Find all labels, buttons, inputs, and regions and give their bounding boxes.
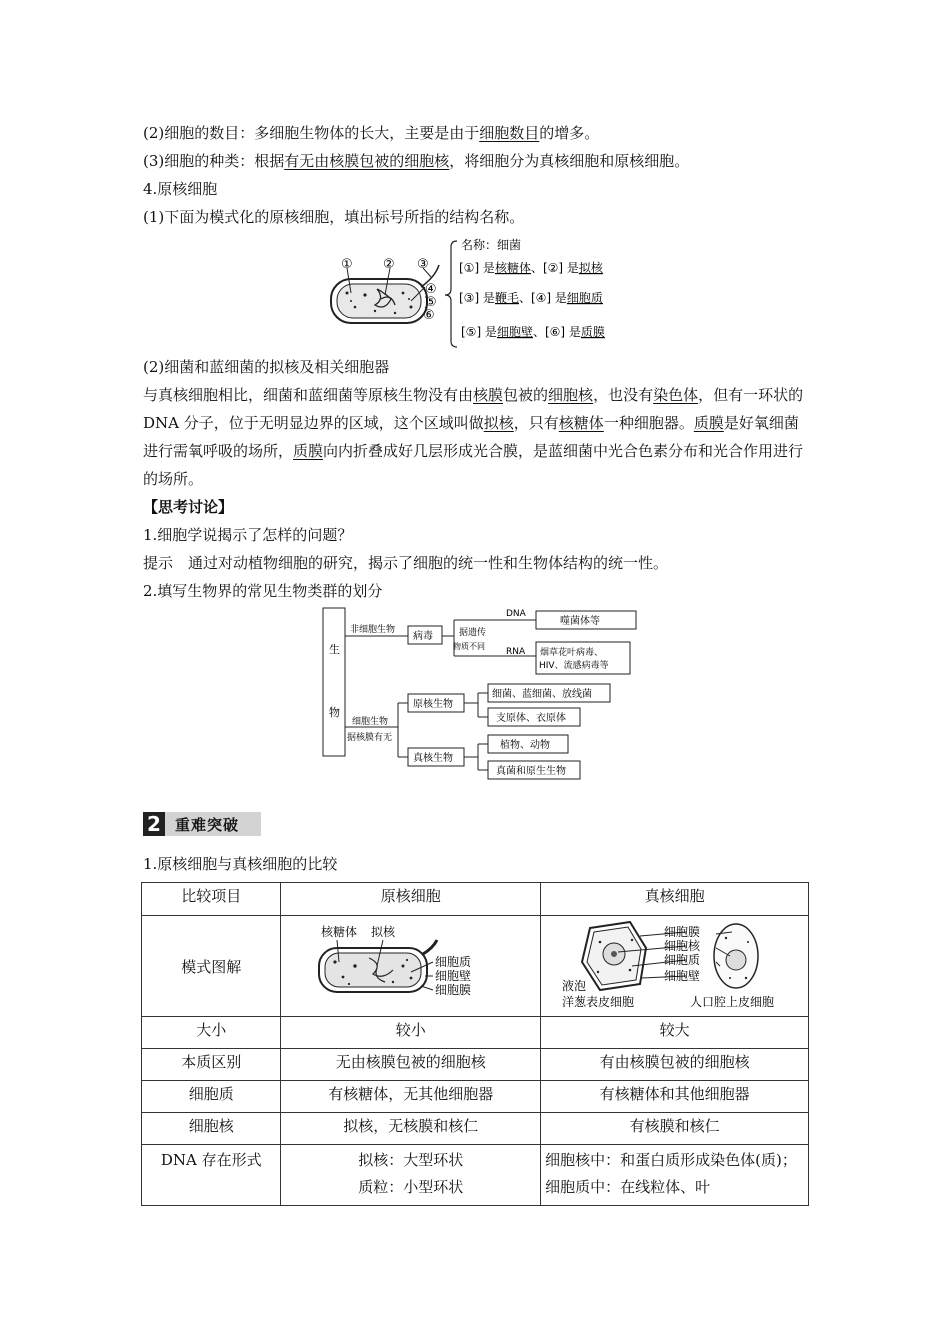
question-2: 2.填写生物界的常见生物类群的划分 (143, 582, 383, 600)
header-item: 比较项目 (142, 883, 281, 916)
root-char-2: 物 (329, 706, 340, 719)
figure-name: 名称：细菌 (461, 238, 522, 252)
euk-membrane-label: 细胞膜 (663, 925, 700, 939)
rna-virus-line-2: HIV、流感病毒等 (539, 661, 609, 671)
text: 的增多。 (539, 124, 600, 142)
paragraph-prokaryote-instruction: (1)下面为模式化的原核细胞，填出标号所指的结构名称。 (143, 208, 525, 226)
table-header-row (142, 883, 809, 916)
cell-eukaryote: 有核糖体和其他细胞器 (541, 1081, 809, 1113)
vacuole-label: 液泡 (561, 979, 586, 993)
eukaryote-diagram-cell (541, 916, 809, 1017)
table-row-diagram (142, 916, 809, 1017)
by-genetic-label-1: 据遗传 (459, 628, 487, 638)
question-1: 1.细胞学说揭示了怎样的问题？ (143, 526, 353, 544)
euk-nucleus-label: 细胞核 (663, 939, 700, 953)
euk-cytoplasm-label: 细胞质 (663, 953, 700, 967)
figure-line-3: [⑤] 是细胞壁、[⑥] 是质膜 (461, 325, 605, 339)
figure-line-2: [③] 是鞭毛、[④] 是细胞质 (459, 291, 603, 305)
row-label: 本质区别 (142, 1049, 281, 1081)
rna-label: RNA (506, 647, 526, 657)
prokaryote-group-1: 细菌、蓝细菌、放线菌 (492, 689, 592, 700)
cell-eukaryote: 细胞核中：和蛋白质形成染色体(质)；细胞质中：在线粒体、叶 (541, 1145, 809, 1206)
label-3: ③ (417, 257, 429, 272)
eukaryote-group-1: 植物、动物 (500, 740, 550, 751)
dna-pro-line-1: 拟核：大型环状 (358, 1151, 464, 1169)
ribosome-label: 核糖体 (320, 925, 357, 939)
text: ，将细胞分为真核细胞和原核细胞。 (449, 152, 690, 170)
bacteria-figure (325, 237, 625, 349)
section-number: 2 (143, 812, 165, 836)
table-row (142, 1113, 809, 1145)
cell-prokaryote (281, 1145, 541, 1206)
text: (2)细胞的数目：多细胞生物体的长大，主要是由于 (143, 124, 480, 142)
prokaryote-diagram-cell (281, 916, 541, 1017)
prokaryote-cell-figure (311, 922, 511, 1006)
cytoplasm-label: 细胞质 (434, 955, 471, 969)
paragraph-cell-types (143, 147, 813, 175)
cell-prokaryote: 拟核，无核膜和核仁 (281, 1113, 541, 1145)
cell-prokaryote: 无由核膜包被的细胞核 (281, 1049, 541, 1081)
dna-label: DNA (506, 609, 526, 619)
section-label: 重难突破 (175, 815, 240, 834)
paragraph-cell-number (143, 119, 813, 147)
table-title: 1.原核细胞与真核细胞的比较 (143, 855, 338, 873)
cell-eukaryote: 较大 (541, 1017, 809, 1049)
by-genetic-label-2: 物质不同 (453, 642, 485, 651)
virus-box: 病毒 (413, 631, 433, 642)
rna-virus-line-1: 烟草花叶病毒、 (540, 648, 604, 658)
table-row (142, 1017, 809, 1049)
label-6: ⑥ (423, 308, 435, 323)
section-heading (143, 812, 261, 836)
cell-membrane-label: 细胞膜 (434, 983, 471, 997)
row-label: 细胞核 (142, 1113, 281, 1145)
label-1: ① (341, 257, 353, 272)
figure-line-1: [①] 是核糖体、[②] 是拟核 (459, 261, 603, 275)
eukaryote-cell-figure (560, 918, 790, 1010)
label-2: ② (383, 257, 395, 272)
brace (445, 241, 457, 347)
row-label: 细胞质 (142, 1081, 281, 1113)
row-label: 大小 (142, 1017, 281, 1049)
classification-diagram (320, 604, 640, 784)
table-row (142, 1049, 809, 1081)
root-char-1: 生 (329, 643, 340, 656)
prokaryote-group-2: 支原体、衣原体 (496, 713, 566, 724)
cell-eukaryote: 有核膜和核仁 (541, 1113, 809, 1145)
cell-label: 细胞生物 (352, 717, 389, 727)
header-prokaryote: 原核细胞 (281, 883, 541, 916)
cell-eukaryote: 有由核膜包被的细胞核 (541, 1049, 809, 1081)
discussion-header: 【思考讨论】 (143, 498, 234, 516)
answer-1: 提示 通过对动植物细胞的研究，揭示了细胞的统一性和生物体结构的统一性。 (143, 554, 669, 572)
eukaryote-group-2: 真菌和原生生物 (496, 766, 566, 777)
paragraph-nucleoid: 与真核细胞相比，细菌和蓝细菌等原核生物没有由核膜包被的细胞核，也没有染色体，但有一环状的 DNA 分子，位于无明显边界的区域，这个区域叫做拟核，只有核糖体一种细胞器。质膜是好氧细菌进行需氧呼吸的场所，质膜向内折叠成好几层形成光合膜，是蓝细菌中光合色素分布和光合作用进行的场所。 (143, 386, 804, 488)
dna-pro-line-2: 质粒：小型环状 (358, 1178, 464, 1196)
mouth-cell-label: 人口腔上皮细胞 (689, 995, 774, 1009)
cell-wall-label: 细胞壁 (434, 969, 471, 983)
text: (3)细胞的种类：根据 (143, 152, 285, 170)
label-4: ④ (425, 282, 437, 297)
header-eukaryote: 真核细胞 (541, 883, 809, 916)
table-row-dna (142, 1145, 809, 1206)
underlined-answer: 有无由核膜包被的细胞核 (284, 152, 450, 170)
label-5: ⑤ (425, 295, 437, 310)
non-cell-label: 非细胞生物 (350, 625, 396, 635)
heading-nucleoid: (2)细菌和蓝细菌的拟核及相关细胞器 (143, 358, 390, 376)
comparison-table (141, 882, 809, 1206)
by-membrane-label: 据核膜有无 (347, 733, 393, 743)
underlined-answer: 细胞数目 (479, 124, 540, 142)
phage-box: 噬菌体等 (560, 616, 600, 627)
table-row (142, 1081, 809, 1113)
onion-cell-label: 洋葱表皮细胞 (561, 995, 634, 1009)
euk-wall-label: 细胞壁 (663, 969, 700, 983)
prokaryote-box: 原核生物 (413, 699, 453, 710)
diagram-label: 模式图解 (142, 916, 281, 1017)
eukaryote-box: 真核生物 (413, 753, 453, 764)
cell-prokaryote: 有核糖体，无其他细胞器 (281, 1081, 541, 1113)
nucleoid-label: 拟核 (370, 925, 395, 939)
cell-prokaryote: 较小 (281, 1017, 541, 1049)
row-label: DNA 存在形式 (142, 1145, 281, 1206)
heading-prokaryote: 4.原核细胞 (143, 180, 218, 198)
